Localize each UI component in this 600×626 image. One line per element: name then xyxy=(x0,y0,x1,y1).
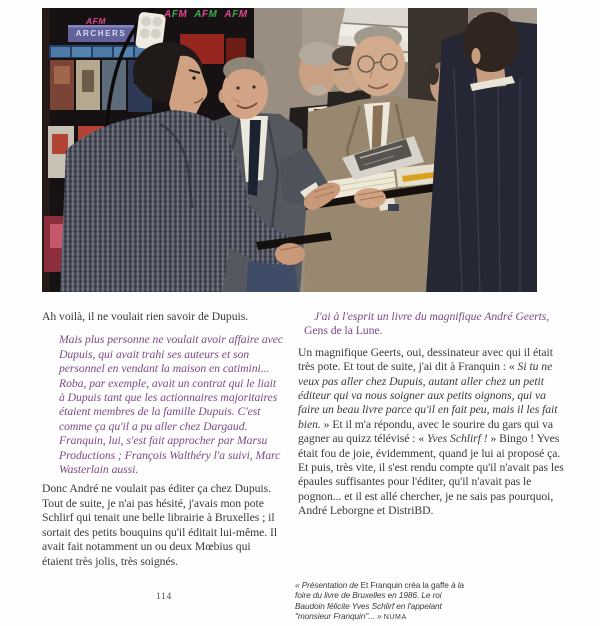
text-segment: » Bingo ! Yves était fou de joie, évidemment, quand je lui ai proposé ça. Et puis, très vite, il s'est rendu compte qu'il n'avait pas les épaules suffisantes pour l'éditer, qu'il n'avait pas le pognon... et il est allé chercher, je ne sais pas pourquoi, André Leborgne et DistriBD. xyxy=(298,432,564,518)
text-segment: » Et il m'a répondu, avec le sourire du gars qui va gagner au quizz télévisé : « xyxy=(298,417,554,446)
text-segment: Yves Schlirf ! xyxy=(427,432,491,446)
afm-logo: AFM xyxy=(86,16,106,26)
quote-text: J'ai à l'esprit un livre du magnifique André Geerts, xyxy=(314,310,550,323)
afm-letter: M xyxy=(238,9,248,20)
caption-book-title: Et Franquin créa la gaffe xyxy=(360,580,449,590)
afm-letter: F xyxy=(232,9,239,20)
man-back-view xyxy=(426,12,537,292)
afm-letter: A xyxy=(194,9,202,20)
paragraph: Donc André ne voulait pas éditer ça chez Dupuis. Tout de suite, je n'ai pas hésité, j'avais mon pote Schlirf qui tenait une belle librairie à Bruxelles ; il sortait des petits bouquins qu'il éditait lui-même. Il avait fait notamment un ou deux Mœbius qui étaient très jolis, très soignés. xyxy=(42,482,278,568)
afm-letter: F xyxy=(171,9,179,20)
afm-letter: F xyxy=(201,9,209,20)
page-number: 114 xyxy=(156,592,172,602)
afm-letter: M xyxy=(208,9,218,20)
pull-quote xyxy=(304,310,566,339)
afm-letter: A xyxy=(164,9,172,20)
event-photo xyxy=(42,8,537,292)
pull-quote: Mais plus personne ne voulait avoir affaire avec Dupuis, qui avait trahi ses auteurs et son personnel en vendant la maison en catimini... Roba, par exemple, avait un contrat qui le liait à Dupuis tant que les actionnaires majoritaires étaient membres de la famille Dupuis. C'est comme ça qu'il a pu aller chez Dargaud. Franquin, lui, s'est fait approcher par Marsu Productions ; François Walthéry l'a suivi, Marc Wasterlain aussi. xyxy=(59,333,284,477)
archers-sign: ARCHERS xyxy=(75,29,127,38)
photo-illustration xyxy=(42,8,537,292)
caption-credit: NUMA xyxy=(383,614,407,622)
paragraph xyxy=(298,346,566,519)
paragraph: Ah voilà, il ne voulait rien savoir de Dupuis. xyxy=(42,310,249,323)
afm-letter: A xyxy=(224,9,233,20)
left-column xyxy=(42,310,284,569)
text-segment: Un magnifique Geerts, oui, dessinateur avec qui il était très pote. Et tout de suite, j'ai dit à Franquin : « xyxy=(298,345,553,374)
caption-segment: à la foire du livre de Bruxelles en 1986. Le roi Baudoin félicite Yves Schlirf en l'appelant "monsieur Franquin"... » xyxy=(295,580,464,622)
afm-letter: M xyxy=(178,9,188,20)
photo-caption xyxy=(295,580,471,624)
book-title: Gens de la Lune. xyxy=(304,324,383,338)
text-segment: Si tu ne veux pas aller chez Dupuis, autant aller chez un petit éditeur qui va nous soigner aux petits oignons, qui va faire un beau livre parce qu'il en fait peu, mais il les fait bien. xyxy=(298,360,558,431)
right-column xyxy=(298,310,566,569)
text-columns xyxy=(42,310,566,569)
caption-segment: « Présentation de xyxy=(295,580,361,590)
